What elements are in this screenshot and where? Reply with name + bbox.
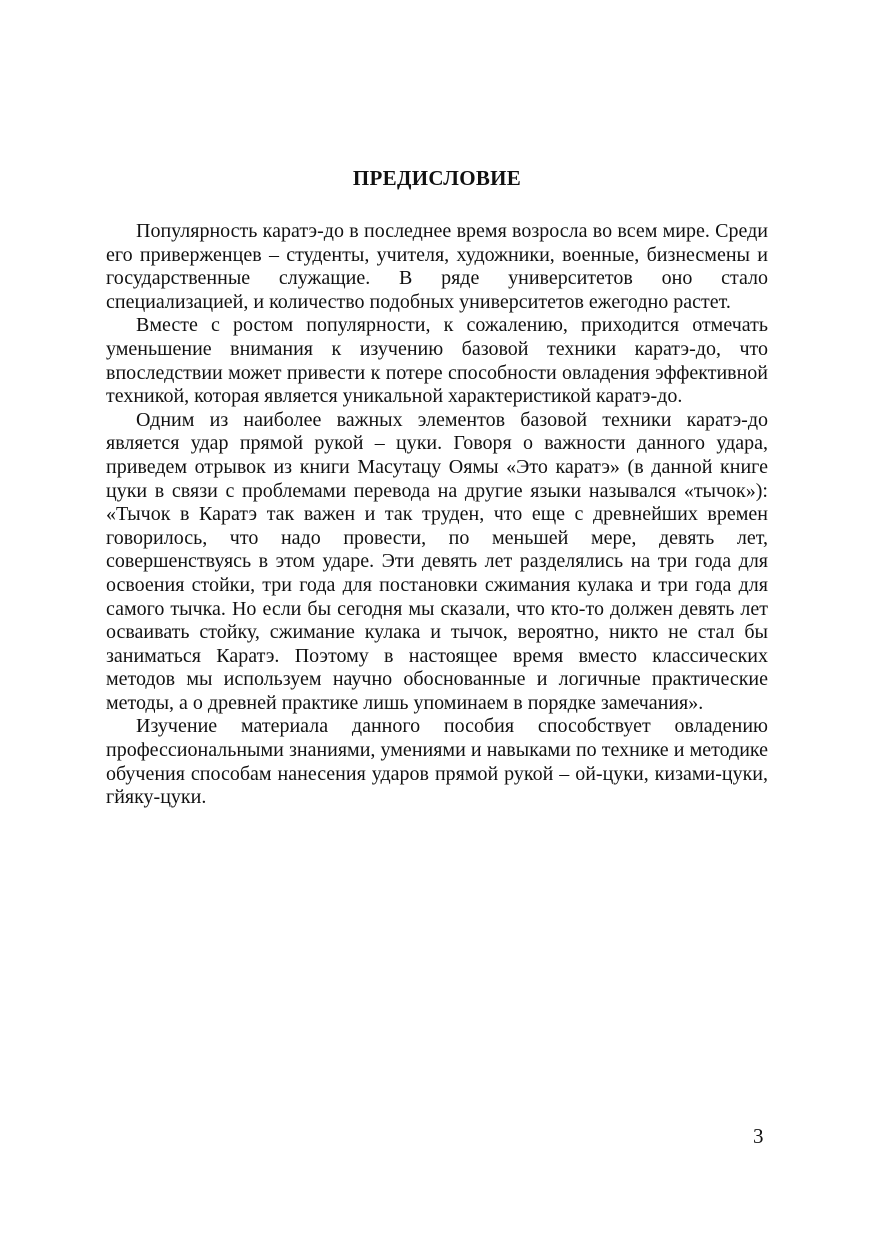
document-page — [106, 166, 768, 810]
paragraph-manual-purpose: Изучение материала данного пособия способствует овладению профессиональными знаниями, умениями и навыками по технике и методике обучения способам нанесения ударов прямой рукой – ой-цуки, кизами-цуки, гйяку-цуки. — [106, 715, 768, 809]
paragraph-basic-technique: Вместе с ростом популярности, к сожалению, приходится отмечать уменьшение внимания к изучению базовой техники каратэ-до, что впоследствии может привести к потере способности овладения эффективной техникой, которая является уникальной характеристикой каратэ-до. — [106, 314, 768, 408]
page-title: ПРЕДИСЛОВИЕ — [352, 166, 522, 190]
paragraph-tsuki-quote: Одним из наиболее важных элементов базовой техники каратэ-до является удар прямой рукой – цуки. Говоря о важности данного удара, приведем отрывок из книги Масутацу Оямы «Это каратэ» (в данной книге цуки в связи с проблемами перевода на другие языки назывался «тычок»): «Тычок в Каратэ так важен и так труден, что еще с древнейших времен говорилось, что надо провести, по меньшей мере, девять лет, совершенствуясь в этом ударе. Эти девять лет разделялись на три года для освоения стойки, три года для постановки сжимания кулака и три года для самого тычка. Но если бы сегодня мы сказали, что кто-то должен девять лет осваивать стойку, сжимание кулака и тычок, вероятно, никто не стал бы заниматься Каратэ. Поэтому в настоящее время вместо классических методов мы используем научно обоснованные и логичные практические методы, а о древней практике лишь упоминаем в порядке замечания». — [106, 408, 768, 714]
page-number: 3 — [753, 1124, 764, 1148]
paragraph-popularity: Популярность каратэ-до в последнее время возросла во всем мире. Среди его приверженцев – студенты, учителя, художники, военные, бизнесмены и государственные служащие. В ряде университетов оно стало специализацией, и количество подобных университетов ежегодно растет. — [106, 220, 768, 313]
